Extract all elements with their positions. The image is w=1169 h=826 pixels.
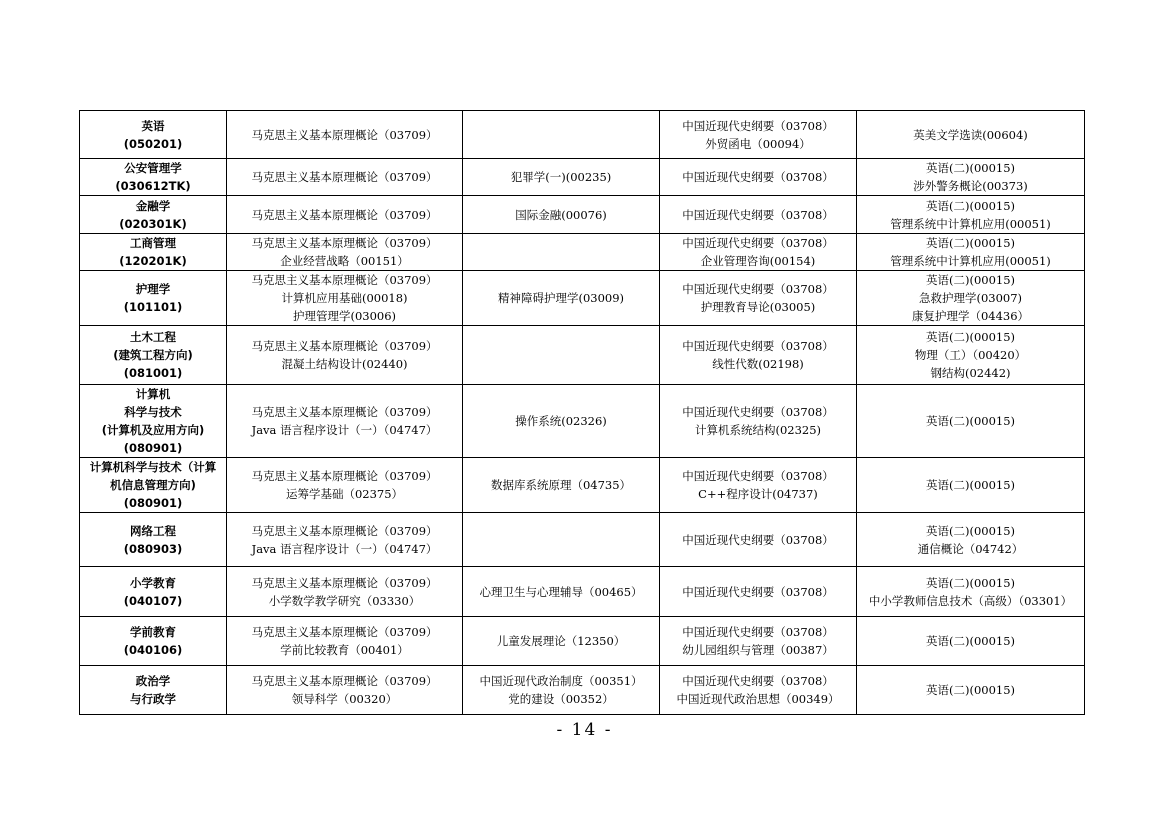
course-line: 英语(二)(00015) — [925, 575, 1016, 590]
major-cell — [80, 159, 227, 196]
course-line: Java 语言程序设计（一）（04747） — [251, 423, 438, 437]
course-cell — [463, 111, 660, 159]
course-line: 英语(二)(00015) — [925, 330, 1016, 344]
major-cell — [80, 111, 227, 159]
major-line: (计算机及应用方向) — [101, 423, 205, 437]
course-cell — [660, 234, 857, 271]
table-row — [80, 326, 1085, 385]
course-line: 康复护理学（04436） — [911, 309, 1030, 323]
course-line: 中国近现代政治制度（00351） — [479, 674, 643, 688]
course-line: 中国近现代史纲要（03708） — [682, 207, 834, 222]
course-line: 马克思主义基本原理概论（03709） — [251, 523, 438, 538]
course-line: 护理管理学(03006) — [292, 309, 397, 323]
major-line: (建筑工程方向) — [113, 348, 193, 362]
course-line: 中国近现代史纲要（03708） — [682, 674, 834, 688]
major-line: (080901) — [123, 441, 183, 455]
major-line: (040106) — [123, 643, 183, 657]
course-line: 急救护理学(03007) — [918, 291, 1023, 305]
course-cell — [857, 513, 1085, 567]
course-line: 外贸函电（00094） — [705, 136, 811, 151]
course-line: 操作系统(02326) — [515, 414, 607, 428]
table-row — [80, 159, 1085, 196]
major-cell — [80, 617, 227, 666]
page-number: - 14 - — [556, 720, 613, 740]
course-line: 英语(二)(00015) — [925, 414, 1016, 428]
course-cell — [227, 458, 463, 513]
course-line: 英语(二)(00015) — [925, 236, 1016, 250]
course-cell — [463, 458, 660, 513]
course-cell — [857, 617, 1085, 666]
major-cell — [80, 666, 227, 715]
course-cell — [227, 234, 463, 271]
course-line: 英语(二)(00015) — [925, 683, 1016, 697]
course-cell — [463, 326, 660, 385]
course-line: 中国近现代史纲要（03708） — [682, 625, 834, 639]
major-cell — [80, 326, 227, 385]
course-line: 中国近现代史纲要（03708） — [682, 584, 834, 599]
course-cell — [660, 458, 857, 513]
major-line: 工商管理 — [130, 236, 176, 250]
course-line: Java 语言程序设计（一）（04747） — [251, 541, 438, 556]
major-line: (050201) — [123, 136, 183, 151]
course-line: 马克思主义基本原理概论（03709） — [251, 273, 438, 287]
course-line: 中国近现代史纲要（03708） — [682, 282, 834, 296]
major-line: (040107) — [123, 593, 183, 608]
course-cell — [660, 111, 857, 159]
course-line: 心理卫生与心理辅导（00465） — [479, 584, 643, 599]
major-line: 计算机 — [135, 387, 171, 401]
course-cell — [857, 666, 1085, 715]
major-cell — [80, 458, 227, 513]
course-line: 中国近现代史纲要（03708） — [682, 532, 834, 547]
course-line: 小学数学教学研究（03330） — [268, 593, 421, 608]
course-cell — [463, 617, 660, 666]
course-line: 计算机应用基础(00018) — [281, 291, 408, 305]
course-line: 护理教育导论(03005) — [700, 300, 816, 314]
course-cell — [463, 385, 660, 458]
major-line: 小学教育 — [130, 575, 176, 590]
major-line: 与行政学 — [130, 692, 176, 706]
major-cell — [80, 385, 227, 458]
course-line: 英美文学选读(00604) — [913, 127, 1028, 142]
course-cell — [857, 234, 1085, 271]
course-line: 数据库系统原理（04735） — [490, 478, 632, 492]
course-cell — [463, 159, 660, 196]
course-cell — [660, 385, 857, 458]
course-line: 马克思主义基本原理概论（03709） — [251, 207, 438, 222]
table-row — [80, 458, 1085, 513]
course-cell — [660, 567, 857, 617]
major-line: (080903) — [123, 541, 183, 556]
course-cell — [227, 196, 463, 234]
course-cell — [660, 196, 857, 234]
major-line: 金融学 — [135, 198, 171, 213]
course-line: 管理系统中计算机应用(00051) — [890, 254, 1051, 268]
major-line: (081001) — [123, 366, 183, 380]
course-cell — [227, 513, 463, 567]
course-line: 马克思主义基本原理概论（03709） — [251, 469, 438, 483]
course-line: C++程序设计(04737) — [698, 487, 818, 501]
course-line: 马克思主义基本原理概论（03709） — [251, 674, 438, 688]
course-cell — [227, 617, 463, 666]
course-cell — [463, 234, 660, 271]
table-row — [80, 666, 1085, 715]
course-cell — [660, 326, 857, 385]
course-cell — [463, 567, 660, 617]
course-cell — [227, 385, 463, 458]
major-cell — [80, 234, 227, 271]
course-cell — [463, 196, 660, 234]
course-line: 学前比较教育（00401） — [280, 643, 409, 657]
course-cell — [857, 567, 1085, 617]
course-line: 马克思主义基本原理概论（03709） — [251, 127, 438, 142]
course-cell — [857, 385, 1085, 458]
table-row — [80, 567, 1085, 617]
course-cell — [857, 159, 1085, 196]
course-line: 马克思主义基本原理概论（03709） — [251, 575, 438, 590]
table-row — [80, 196, 1085, 234]
table-row — [80, 271, 1085, 326]
course-cell — [227, 111, 463, 159]
course-line: 犯罪学(一)(00235) — [510, 170, 612, 184]
major-line: (030612TK) — [115, 179, 191, 193]
course-line: 党的建设（00352） — [508, 692, 614, 706]
course-line: 管理系统中计算机应用(00051) — [890, 216, 1051, 231]
course-cell — [660, 666, 857, 715]
course-line: 中国近现代史纲要（03708） — [682, 469, 834, 483]
course-cell — [227, 159, 463, 196]
course-cell — [857, 111, 1085, 159]
course-line: 钢结构(02442) — [930, 366, 1011, 380]
course-cell — [227, 326, 463, 385]
course-line: 英语(二)(00015) — [925, 198, 1016, 213]
course-line: 英语(二)(00015) — [925, 273, 1016, 287]
major-line: (120201K) — [119, 254, 187, 268]
course-line: 计算机系统结构(02325) — [694, 423, 822, 437]
course-line: 中国近现代史纲要（03708） — [682, 170, 834, 184]
course-cell — [857, 326, 1085, 385]
major-line: 机信息管理方向) — [110, 478, 196, 492]
course-line: 物理（工）（00420） — [914, 348, 1027, 362]
major-cell — [80, 196, 227, 234]
course-cell — [463, 513, 660, 567]
course-cell — [857, 458, 1085, 513]
course-line: 马克思主义基本原理概论（03709） — [251, 405, 438, 419]
course-line: 混凝土结构设计(02440) — [281, 357, 408, 371]
major-line: 护理学 — [135, 282, 171, 296]
course-line: 中国近现代史纲要（03708） — [682, 118, 834, 133]
major-line: (101101) — [123, 300, 183, 314]
course-line: 幼儿园组织与管理（00387） — [682, 643, 834, 657]
major-cell — [80, 567, 227, 617]
table-row — [80, 234, 1085, 271]
course-line: 运筹学基础（02375） — [285, 487, 404, 501]
course-line: 儿童发展理论（12350） — [496, 634, 626, 648]
course-line: 中国近现代史纲要（03708） — [682, 236, 834, 250]
course-line: 英语(二)(00015) — [925, 523, 1016, 538]
table-row — [80, 385, 1085, 458]
course-line: 中国近现代史纲要（03708） — [682, 339, 834, 353]
course-cell — [857, 196, 1085, 234]
course-table — [79, 110, 1085, 715]
major-line: 学前教育 — [130, 625, 176, 639]
table-row — [80, 111, 1085, 159]
table-row — [80, 617, 1085, 666]
major-line: 科学与技术 — [124, 405, 182, 419]
course-line: 中国近现代史纲要（03708） — [682, 405, 834, 419]
course-line: 英语(二)(00015) — [925, 161, 1016, 175]
course-line: 中国近现代政治思想（00349） — [676, 692, 840, 706]
course-line: 国际金融(00076) — [515, 207, 607, 222]
course-cell — [660, 617, 857, 666]
course-line: 马克思主义基本原理概论（03709） — [251, 170, 438, 184]
course-cell — [660, 513, 857, 567]
major-cell — [80, 271, 227, 326]
course-line: 马克思主义基本原理概论（03709） — [251, 339, 438, 353]
table-row — [80, 513, 1085, 567]
course-line: 中小学教师信息技术（高级）（03301） — [868, 593, 1073, 608]
course-cell — [227, 567, 463, 617]
course-cell — [227, 666, 463, 715]
course-line: 领导科学（00320） — [291, 692, 398, 706]
course-line: 通信概论（04742） — [917, 541, 1024, 556]
major-line: 政治学 — [135, 674, 171, 688]
major-line: 计算机科学与技术（计算 — [89, 460, 217, 474]
major-line: 英语 — [141, 118, 165, 133]
course-cell — [463, 666, 660, 715]
course-line: 马克思主义基本原理概论（03709） — [251, 625, 438, 639]
major-line: (020301K) — [119, 216, 187, 231]
major-line: (080901) — [123, 496, 183, 510]
course-cell — [660, 271, 857, 326]
course-line: 英语(二)(00015) — [925, 634, 1016, 648]
course-line: 马克思主义基本原理概论（03709） — [251, 236, 438, 250]
table-body — [80, 111, 1085, 715]
major-line: 网络工程 — [130, 523, 176, 538]
course-line: 精神障碍护理学(03009) — [497, 291, 625, 305]
course-line: 涉外警务概论(00373) — [913, 179, 1028, 193]
major-line: 公安管理学 — [124, 161, 182, 175]
course-line: 英语(二)(00015) — [925, 478, 1016, 492]
course-cell — [857, 271, 1085, 326]
course-line: 企业管理咨询(00154) — [700, 254, 816, 268]
major-cell — [80, 513, 227, 567]
course-line: 企业经营战略（00151） — [280, 254, 409, 268]
course-cell — [660, 159, 857, 196]
course-line: 线性代数(02198) — [712, 357, 804, 371]
major-line: 土木工程 — [130, 330, 176, 344]
course-cell — [227, 271, 463, 326]
course-cell — [463, 271, 660, 326]
